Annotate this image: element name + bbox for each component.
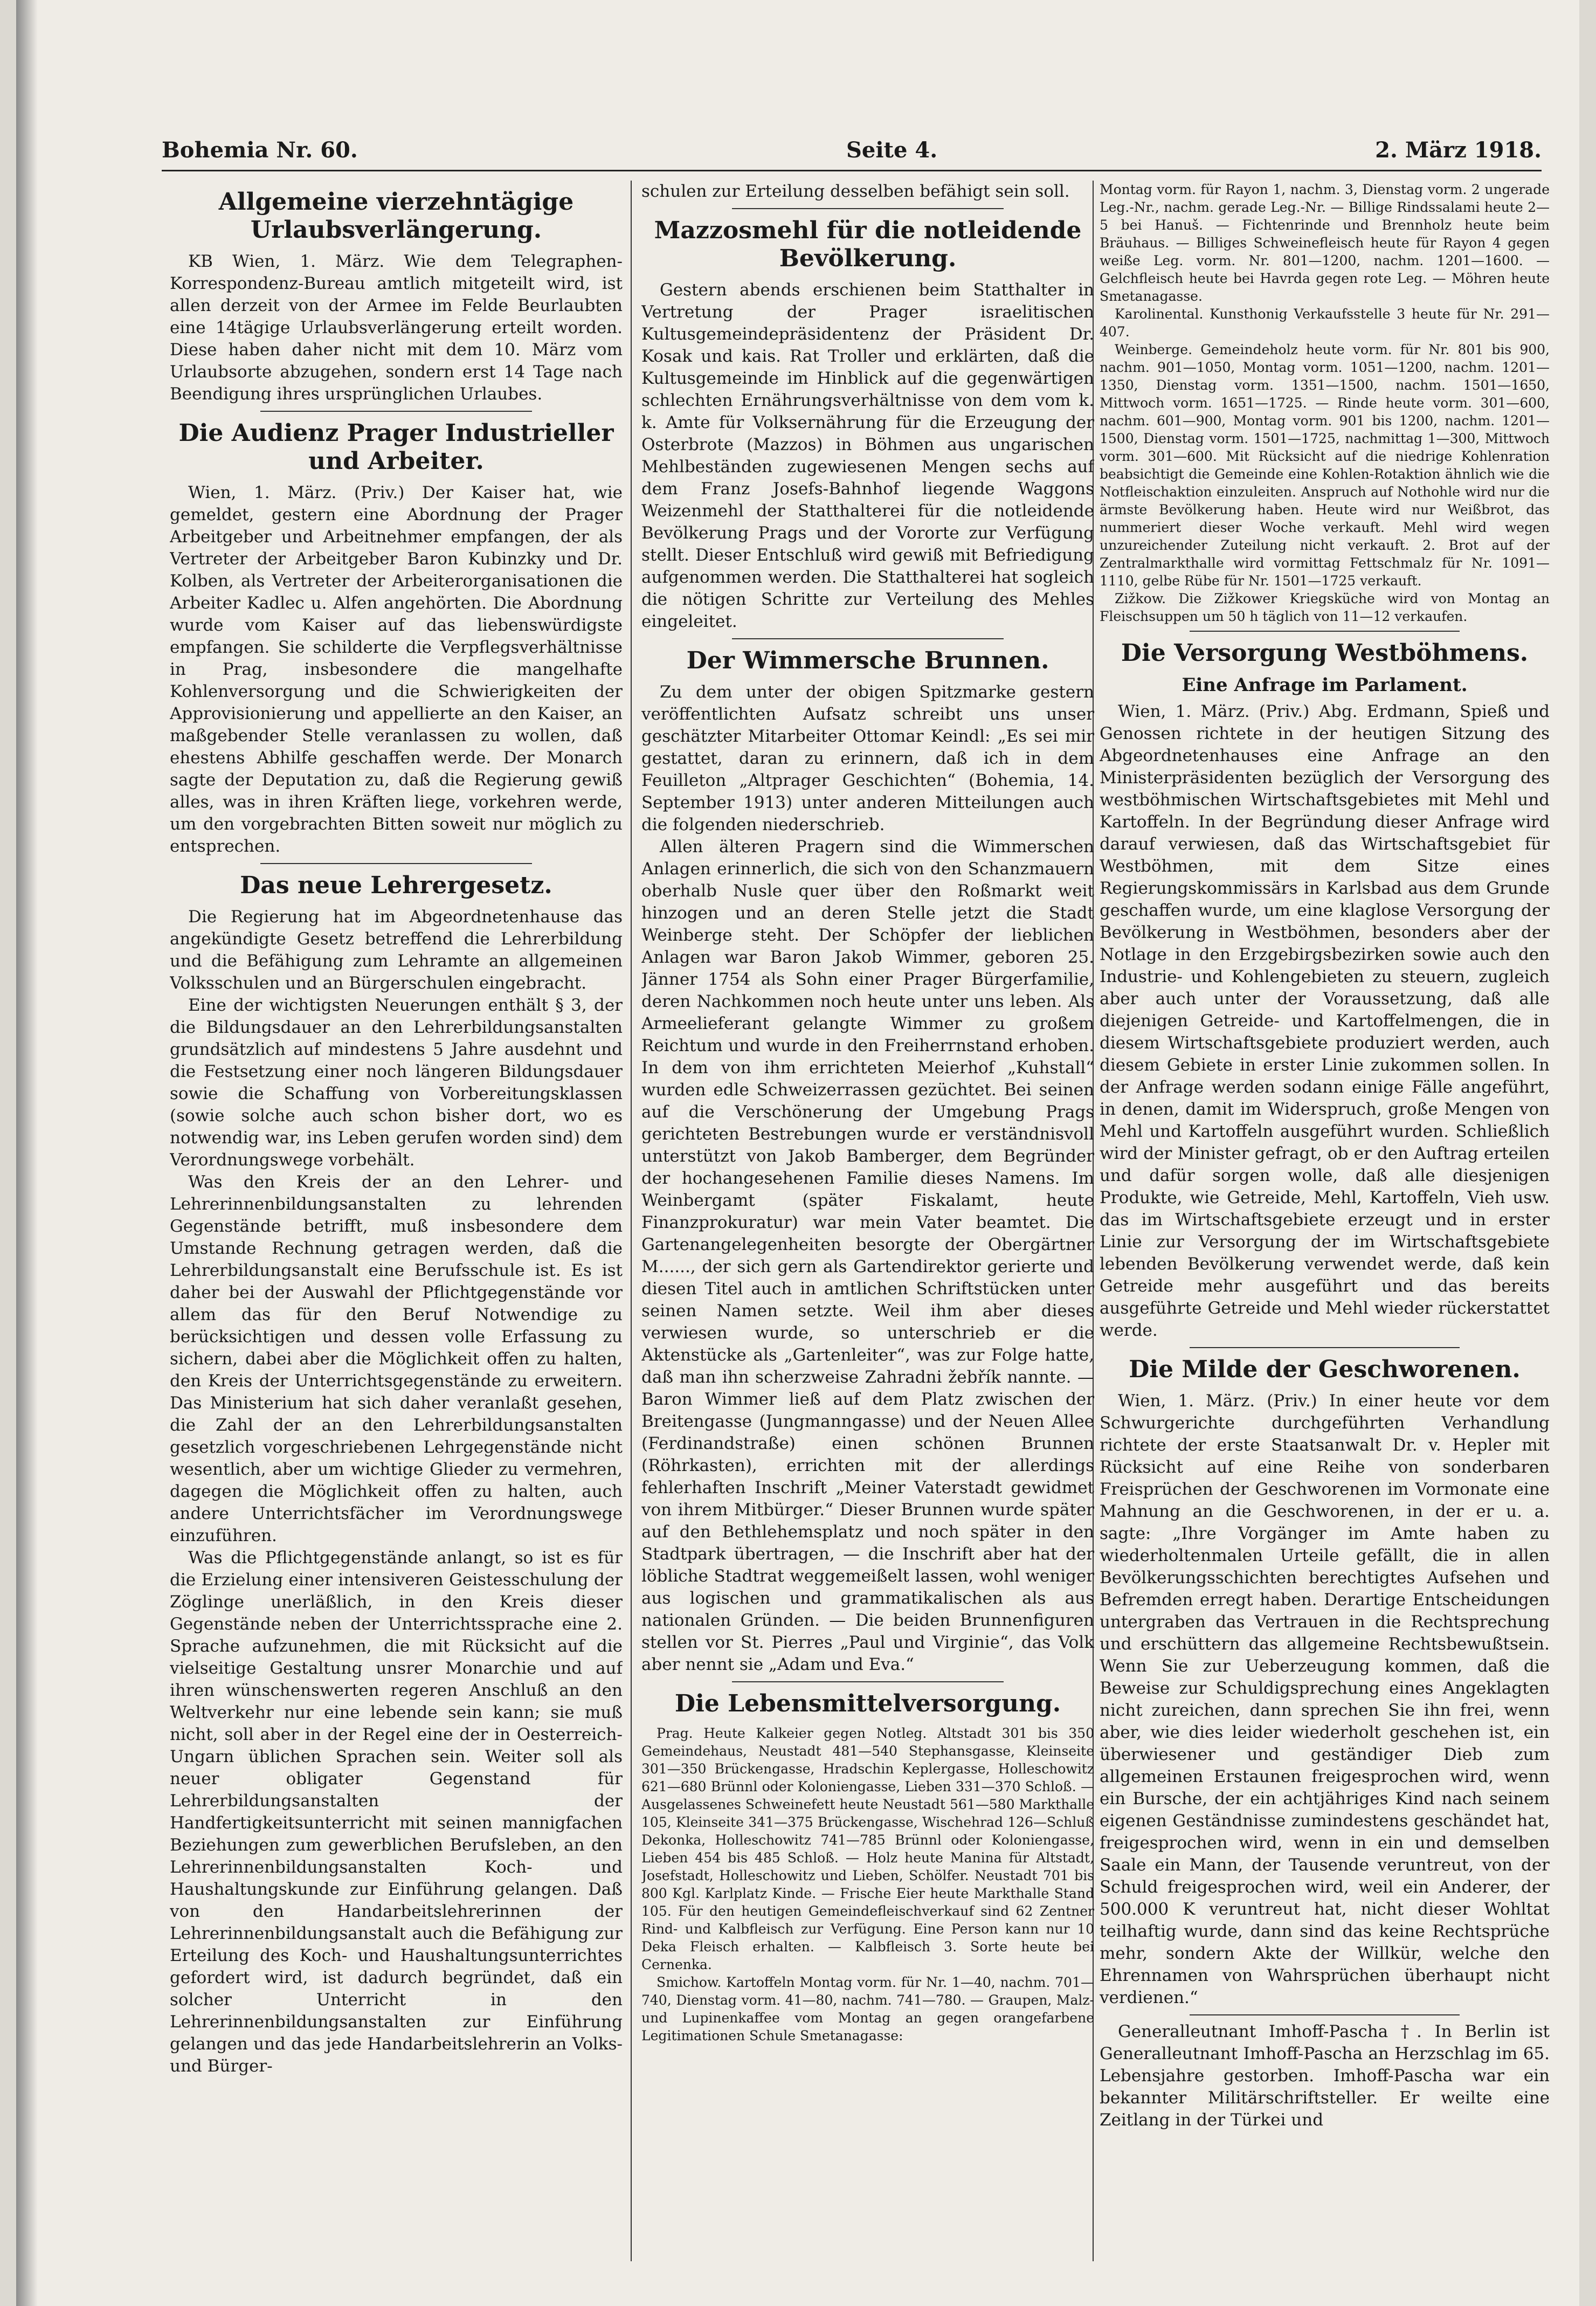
separator xyxy=(732,208,1004,209)
article-title: Die Versorgung Westböhmens. xyxy=(1121,639,1529,667)
notice-paragraph: Weinberge. Gemeindeholz heute vorm. für Nr. 801 bis 900, nachm. 901—1050, Montag vorm. 1051—1200, nachm. 1201—1350, Dienstag vorm. 1351—1500, nachm. 1501—1650, Mittwoch vorm. 1651—1725. — Rinde heute vorm. 301—600, nachm. 601—900, Montag vorm. 901 bis 1200, nachm. 1201—1500, Dienstag vorm. 1501—1725, nachmittag 1—300, Mittwoch vorm. 301—600. Mit Rücksicht auf die niedrige Kohlenration beabsichtigt die Gemeinde eine Kohlen-Rotaktion ähnlich wie die Notfleischaktion einzuleiten. Anspruch auf Nothohle wird nur die ärmste Bevölkerung haben. Heute wird nur Weißbrot, das nummeriert dieser Woche verkauft. Mehl wird wegen unzureichender Zuteilung nicht verkauft. 2. Brot auf der Zentralmarkthalle wird vormittag Fettschmalz für Nr. 1091—1110, gelbe Rübe für Nr. 1501—1725 verkauft. xyxy=(1100,342,1550,589)
page-header xyxy=(162,137,1542,171)
separator xyxy=(260,411,532,412)
article-paragraph: Wien, 1. März. (Priv.) Der Kaiser hat, wie gemeldet, gestern eine Abordnung der Prager Arbeitgeber und Arbeitnehmer empfangen, der als Vertreter der Arbeitgeber Baron Kubinzky und Dr. Kolben, als Vertreter der Arbeiterorganisationen die Arbeiter Kadlec u. Alfen angehörten. Die Abordnung wurde vom Kaiser auf das liebenswürdigste empfangen. Sie schilderte die Verpflegsverhältnisse in Prag, insbesondere die mangelhafte Kohlenversorgung und die Schwierigkeiten der Approvisionierung und appellierte an den Kaiser, an maßgebender Stelle veranlassen zu wollen, daß ehestens Abhilfe geschaffen werde. Der Monarch sagte der Deputation zu, daß die Regierung gewiß alles, was in ihren Kräften liege, vorkehren werde, um den vorgebrachten Bitten soweit nur möglich zu entsprechen. xyxy=(170,483,623,856)
article-subtitle: Eine Anfrage im Parlament. xyxy=(1182,674,1468,696)
notice-paragraph: Karolinental. Kunsthonig Verkaufsstelle 3 heute für Nr. 291—407. xyxy=(1100,306,1550,340)
separator xyxy=(1190,631,1460,632)
article-continuation: schulen zur Erteilung desselben befähigt sein soll. xyxy=(641,182,1070,201)
article-paragraph: Generalleutnant Imhoff-Pascha †. In Berlin ist Generalleutnant Imhoff-Pascha an Herzschlag im 65. Lebensjahre gestorben. Imhoff-Pascha war ein bekannter Militärschriftsteller. Er weilte eine Zeitlang in der Türkei und xyxy=(1100,2022,1550,2130)
article-paragraph: Wien, 1. März. (Priv.) In einer heute vor dem Schwurgerichte durchgeführten Verhandlung richtete der erste Staatsanwalt Dr. v. Hepler mit Rücksicht auf eine Reihe von sonderbaren Freisprüchen der Geschworenen im Vormonate eine Mahnung an die Geschworenen, in der er u. a. sagte: „Ihre Vorgänger im Amte haben zu wiederholtenmalen Urteile gefällt, die in allen Bevölkerungsschichten berechtigtes Aufsehen und Befremden erregt haben. Derartige Entscheidungen untergraben das Vertrauen in die Rechtsprechung und erschüttern das allgemeine Rechtsbewußtsein. Wenn Sie zur Ueberzeugung kommen, daß die Beweise zur Schuldigsprechung eines Angeklagten nicht zureichen, dann sprechen Sie ihn frei, wenn aber, wie dies leider wiederholt geschehen ist, ein überwiesener und geständiger Dieb zum allgemeinen Erstaunen freigesprochen wird, wenn ein Bursche, der ein achtjähriges Kind nach seinem eigenen Geständnisse zumindestens geschändet hat, freigesprochen wird, wenn in ein und demselben Saale ein Mann, der Tausende veruntreut, von der Schuld freigesprochen wird, weil ein Anderer, der 500.000 K veruntreut hat, nicht dieser Wohltat teilhaftig wurde, dann sind das keine Rechtsprüche mehr, sondern Akte der Willkür, welche den Ehrennamen von Wahrsprüchen überhaupt nicht verdienen.“ xyxy=(1100,1391,1550,2007)
article-paragraph: Die Regierung hat im Abgeordnetenhause das angekündigte Gesetz betreffend die Lehrerbildung und die Befähigung zum Lehramte an allgemeinen Volksschulen und an Bürgerschulen eingebracht. xyxy=(170,907,623,993)
article-title: Das neue Lehrergesetz. xyxy=(240,872,552,899)
separator xyxy=(1190,1347,1460,1348)
separator xyxy=(260,863,532,864)
article-paragraph: Allen älteren Pragern sind die Wimmerschen Anlagen erinnerlich, die sich von den Schanzmauern oberhalb Nusle quer über den Roßmarkt weit hinzogen und an deren Stelle jetzt die Stadt Weinberge steht. Der Schöpfer der lieblichen Anlagen war Baron Jakob Wimmer, geboren 25. Jänner 1754 als Sohn einer Prager Bürgerfamilie, deren Nachkommen noch heute unter uns leben. Als Armeelieferant gelangte Wimmer zu großem Reichtum und wurde in den Freiherrnstand erhoben. In dem von ihm errichteten Meierhof „Kuhstall“ wurden edle Schweizerrassen gezüchtet. Bei seinen auf die Verschönerung der Umgebung Prags gerichteten Bestrebungen wurde er verständnisvoll unterstützt von Jakob Bamberger, dem Begründer der hochangesehenen Familie dieses Namens. Im Weinbergamt (später Fiskalamt, heute Finanzprokuratur) war mein Vater beamtet. Die Gartenangelegenheiten besorgte der Obergärtner M......, der sich gern als Gartendirektor gerierte und diesen Titel auch in amtlichen Schriftstücken unter seinen Namen setzte. Weil ihm aber dieses verwiesen wurde, so unterschrieb er die Aktenstücke als „Gartenleiter“, was zur Folge hatte, daß man ihn scherzweise Zahradni žebřík nannte. — Baron Wimmer ließ auf dem Platz zwischen der Breitengasse (Jungmanngasse) und der Neuen Allee (Ferdinandstraße) einen schönen Brunnen (Röhrkasten), errichten mit der allerdings fehlerhaften Inschrift „Meiner Vaterstadt gewidmet von ihrem Mitbürger.“ Dieser Brunnen wurde später auf den Bethlehemsplatz und noch später in den Stadtpark übertragen, — die Inschrift aber hat der löbliche Stadtrat weggemeißelt lassen, wohl weniger aus logischen und grammatikalischen als aus nationalen Gründen. — Die beiden Brunnenfiguren stellen vor St. Pierres „Paul und Virginie“, das Volk aber nennt sie „Adam und Eva.“ xyxy=(641,837,1094,1674)
newspaper-page xyxy=(16,0,1579,2306)
notice-paragraph: Montag vorm. für Rayon 1, nachm. 3, Dienstag vorm. 2 ungerade Leg.-Nr., nachm. gerade Leg.-Nr. — Billige Rindssalami heute 2—5 bei Hanuš. — Fichtenrinde und Brennholz heute beim Bräuhaus. — Billiges Schweinefleisch heute für Rayon 4 gegen weiße Leg. vorm. Nr. 801—1200, nachm. 1201—1600. — Gelchfleisch heute bei Havrda gegen rote Leg. — Möhren heute Smetanagasse. xyxy=(1100,182,1550,304)
article-paragraph: Gestern abends erschienen beim Statthalter in Vertretung der Prager israelitischen Kultusgemeindepräsidentenz der Präsident Dr. Kosak und kais. Rat Troller und erklärten, daß die Kultusgemeinde im Hinblick auf die gegenwärtigen schlechten Ernährungsverhältnisse von dem vom k. k. Amte für Volksernährung für die Erzeugung der Osterbrote (Mazzos) in Böhmen aus ungarischen Mehlbeständen zugewiesenen Mengen sechs auf dem Franz Josefs-Bahnhof liegende Waggons Weizenmehl der Statthalterei für die notleidende Bevölkerung Prags und der Vororte zur Verfügung stellt. Dieser Entschluß wird gewiß mit Befriedigung aufgenommen werden. Die Statthalterei hat sogleich die nötigen Schritte zur Verteilung des Mehles eingeleitet. xyxy=(641,280,1094,631)
notice-paragraph: Prag. Heute Kalkeier gegen Notleg. Altstadt 301 bis 350 Gemeindehaus, Neustadt 481—540 Stephansgasse, Kleinseite 301—350 Brückengasse, Hradschin Keplergasse, Holleschowitz 621—680 Brünnl oder Koloniengasse, Lieben 331—370 Schloß. — Ausgelassenes Schweinefett heute Neustadt 561—580 Markthalle 105, Kleinseite 341—375 Brückengasse, Wischehrad 126—Schluß Dekonka, Holleschowitz 741—785 Brünnl oder Koloniengasse, Lieben 454 bis 485 Schloß. — Holz heute Manina für Altstadt, Josefstadt, Holleschowitz und Lieben, Schölfer. Neustadt 701 bis 800 Kgl. Karlplatz Kinde. — Frische Eier heute Markthalle Stand 105. Für den heutigen Gemeindefleischverkauf sind 62 Zentner Rind- und Kalbfleisch zur Verfügung. Eine Person kann nur 10 Deka Fleisch erhalten. — Kalbfleisch 3. Sorte heute bei Cernenka. xyxy=(641,1725,1094,1972)
article-title: Die Milde der Geschworenen. xyxy=(1129,1356,1521,1383)
article-title: Die Audienz Prager Industrieller und Arbeiter. xyxy=(178,419,614,475)
article-paragraph: Was die Pflichtgegenstände anlangt, so ist es für die Erzielung einer intensiveren Geistesschulung der Zöglinge unerläßlich, in den Kreis dieser Gegenstände neben der Unterrichtssprache eine 2. Sprache aufzunehmen, die mit Rücksicht auf die vielseitige Gestaltung unsrer Monarchie und auf ihren wünschenswerten regeren Anschluß an den Weltverkehr nur eine lebende sein kann; sie muß nicht, soll aber in der Regel eine der in Oesterreich-Ungarn üblichen Sprachen sein. Weiter soll als neuer obligater Gegenstand für Lehrerbildungsanstalten der Handfertigkeitsunterricht mit seinen mannigfachen Beziehungen zum gewerblichen Berufsleben, an den Lehrerinnenbildungsanstalten Koch- und Haushaltungskunde zur Einführung gelangen. Daß von den Handarbeitslehrerinnen der Lehrerinnenbildungsanstalt auch die Befähigung zur Erteilung des Koch- und Haushaltungsunterrichtes gefordert wird, ist dadurch begründet, daß ein solcher Unterricht in den Lehrerinnenbildungsanstalten zur Einführung gelangen und das jede Handarbeitslehrerin an Volks- und Bürger- xyxy=(170,1548,623,2076)
article-paragraph: Zu dem unter der obigen Spitzmarke gestern veröffentlichten Aufsatz schreibt uns unser geschätzter Mitarbeiter Ottomar Keindl: „Es sei mir gestattet, daran zu erinnern, daß ich in dem Feuilleton „Altprager Geschichten“ (Bohemia, 14. September 1913) unter anderen Mitteilungen auch die folgenden niederschrieb. xyxy=(641,682,1094,834)
article-paragraph: Wien, 1. März. (Priv.) Abg. Erdmann, Spieß und Genossen richtete in der heutigen Sitzung des Abgeordnetenhauses eine Anfrage an den Ministerpräsidenten bezüglich der Versorgung des westböhmischen Wirtschaftsgebietes mit Mehl und Kartoffeln. In der Begründung dieser Anfrage wird darauf verwiesen, daß das Wirtschaftsgebiet für Westböhmen, mit dem Sitze eines Regierungskommissärs in Karlsbad aus dem Grunde geschaffen wurde, um eine klaglose Versorgung der Bevölkerung in Westböhmen, besonders aber der Notlage in den Erzgebirgsbezirken sowie auch den Industrie- und Kohlengebieten zu steuern, zugleich aber auch unter der Voraussetzung, daß alle diejenigen Getreide- und Kartoffelmengen, die in diesem Wirtschaftsgebiete produziert werden, auch diesem Gebiete in erster Linie zukommen sollen. In der Anfrage werden sodann einige Fälle angeführt, in denen, damit im Widerspruch, große Mengen von Mehl und Kartoffeln ausgeführt wurden. Schließlich wird der Minister gefragt, ob er den Auftrag erteilen und dafür sorgen wolle, daß alle diesjenigen Produkte, wie Getreide, Mehl, Kartoffeln, Vieh usw. das im Wirtschaftsgebiete erzeugt und in erster Linie zur Versorgung der im Wirtschaftsgebiete lebenden Bevölkerung verwendet werde, daß kein Getreide mehr ausgeführt und das bereits ausgeführte Getreide und Mehl wieder rückerstattet werde. xyxy=(1100,702,1550,1340)
article-title: Der Wimmersche Brunnen. xyxy=(686,647,1049,674)
article-paragraph: Was den Kreis der an den Lehrer- und Lehrerinnenbildungsanstalten zu lehrenden Gegenstände betrifft, muß insbesondere dem Umstande Rechnung getragen werden, daß die Lehrerbildungsanstalt eine Berufsschule ist. Es ist daher bei der Auswahl der Pflichtgegenstände vor allem das für den Beruf Notwendige zu berücksichtigen und dessen volle Erfassung zu sichern, dabei aber die Möglichkeit offen zu halten, den Kreis der Unterrichtsgegenstände zu erweitern. Das Ministerium hat sich daher veranlaßt gesehen, die Zahl der an den Lehrerbildungsanstalten gesetzlich vorgeschriebenen Lehrgegenstände nicht wesentlich, aber um wichtige Glieder zu vermehren, dagegen die Möglichkeit offen zu halten, auch andere Unterrichtsfächer im Verordnungswege einzuführen. xyxy=(170,1172,623,1545)
article-paragraph: KB Wien, 1. März. Wie dem Telegraphen-Korrespondenz-Bureau amtlich mitgeteilt wird, ist allen derzeit von der Armee im Felde Beurlaubten eine 14tägige Urlaubsverlängerung erteilt worden. Diese haben daher nicht mit dem 10. März vom Urlaubsorte abzugehen, sondern erst 14 Tage nach Beendigung ihres ursprünglichen Urlaubes. xyxy=(170,252,623,404)
page-fold-shadow xyxy=(16,0,38,2306)
separator xyxy=(732,638,1004,639)
column-3 xyxy=(1100,181,1550,2261)
column-rule-1 xyxy=(631,181,632,2261)
separator xyxy=(732,1681,1004,1682)
article-title: Mazzosmehl für die notleidende Bevölkerung. xyxy=(654,217,1082,272)
notice-block xyxy=(641,1724,1094,2045)
header-page-number: Seite 4. xyxy=(846,137,938,163)
header-date: 2. März 1918. xyxy=(1375,137,1542,163)
notice-paragraph: Smichow. Kartoffeln Montag vorm. für Nr. 1—40, nachm. 701—740, Dienstag vorm. 41—80, nachm. 741—780. — Graupen, Malz- und Lupinenkaffee vom Montag an gegen orangefarbene Legitimationen Schule Smetanagasse: xyxy=(641,1974,1094,2043)
article-title: Allgemeine vierzehntägige Urlaubsverlängerung. xyxy=(218,188,574,244)
notice-block xyxy=(1100,181,1550,625)
column-1 xyxy=(170,181,623,2261)
notice-paragraph: Zižkow. Die Zižkower Kriegsküche wird von Montag an Fleischsuppen um 50 h täglich von 11—12 verkaufen. xyxy=(1100,591,1550,624)
article-title: Die Lebensmittelversorgung. xyxy=(674,1690,1061,1717)
header-masthead: Bohemia Nr. 60. xyxy=(162,137,358,163)
separator xyxy=(1190,2014,1460,2015)
column-2 xyxy=(641,181,1094,2261)
article-paragraph: Eine der wichtigsten Neuerungen enthält § 3, der die Bildungsdauer an den Lehrerbildungsanstalten grundsätzlich auf mindestens 5 Jahre ausdehnt und die Festsetzung einer noch längeren Bildungsdauer sowie die Schaffung von Vorbereitungsklassen (sowie solche auch schon bisher dort, wo es notwendig war, ins Leben gerufen worden sind) dem Verordnungswege vorbehält. xyxy=(170,996,623,1170)
